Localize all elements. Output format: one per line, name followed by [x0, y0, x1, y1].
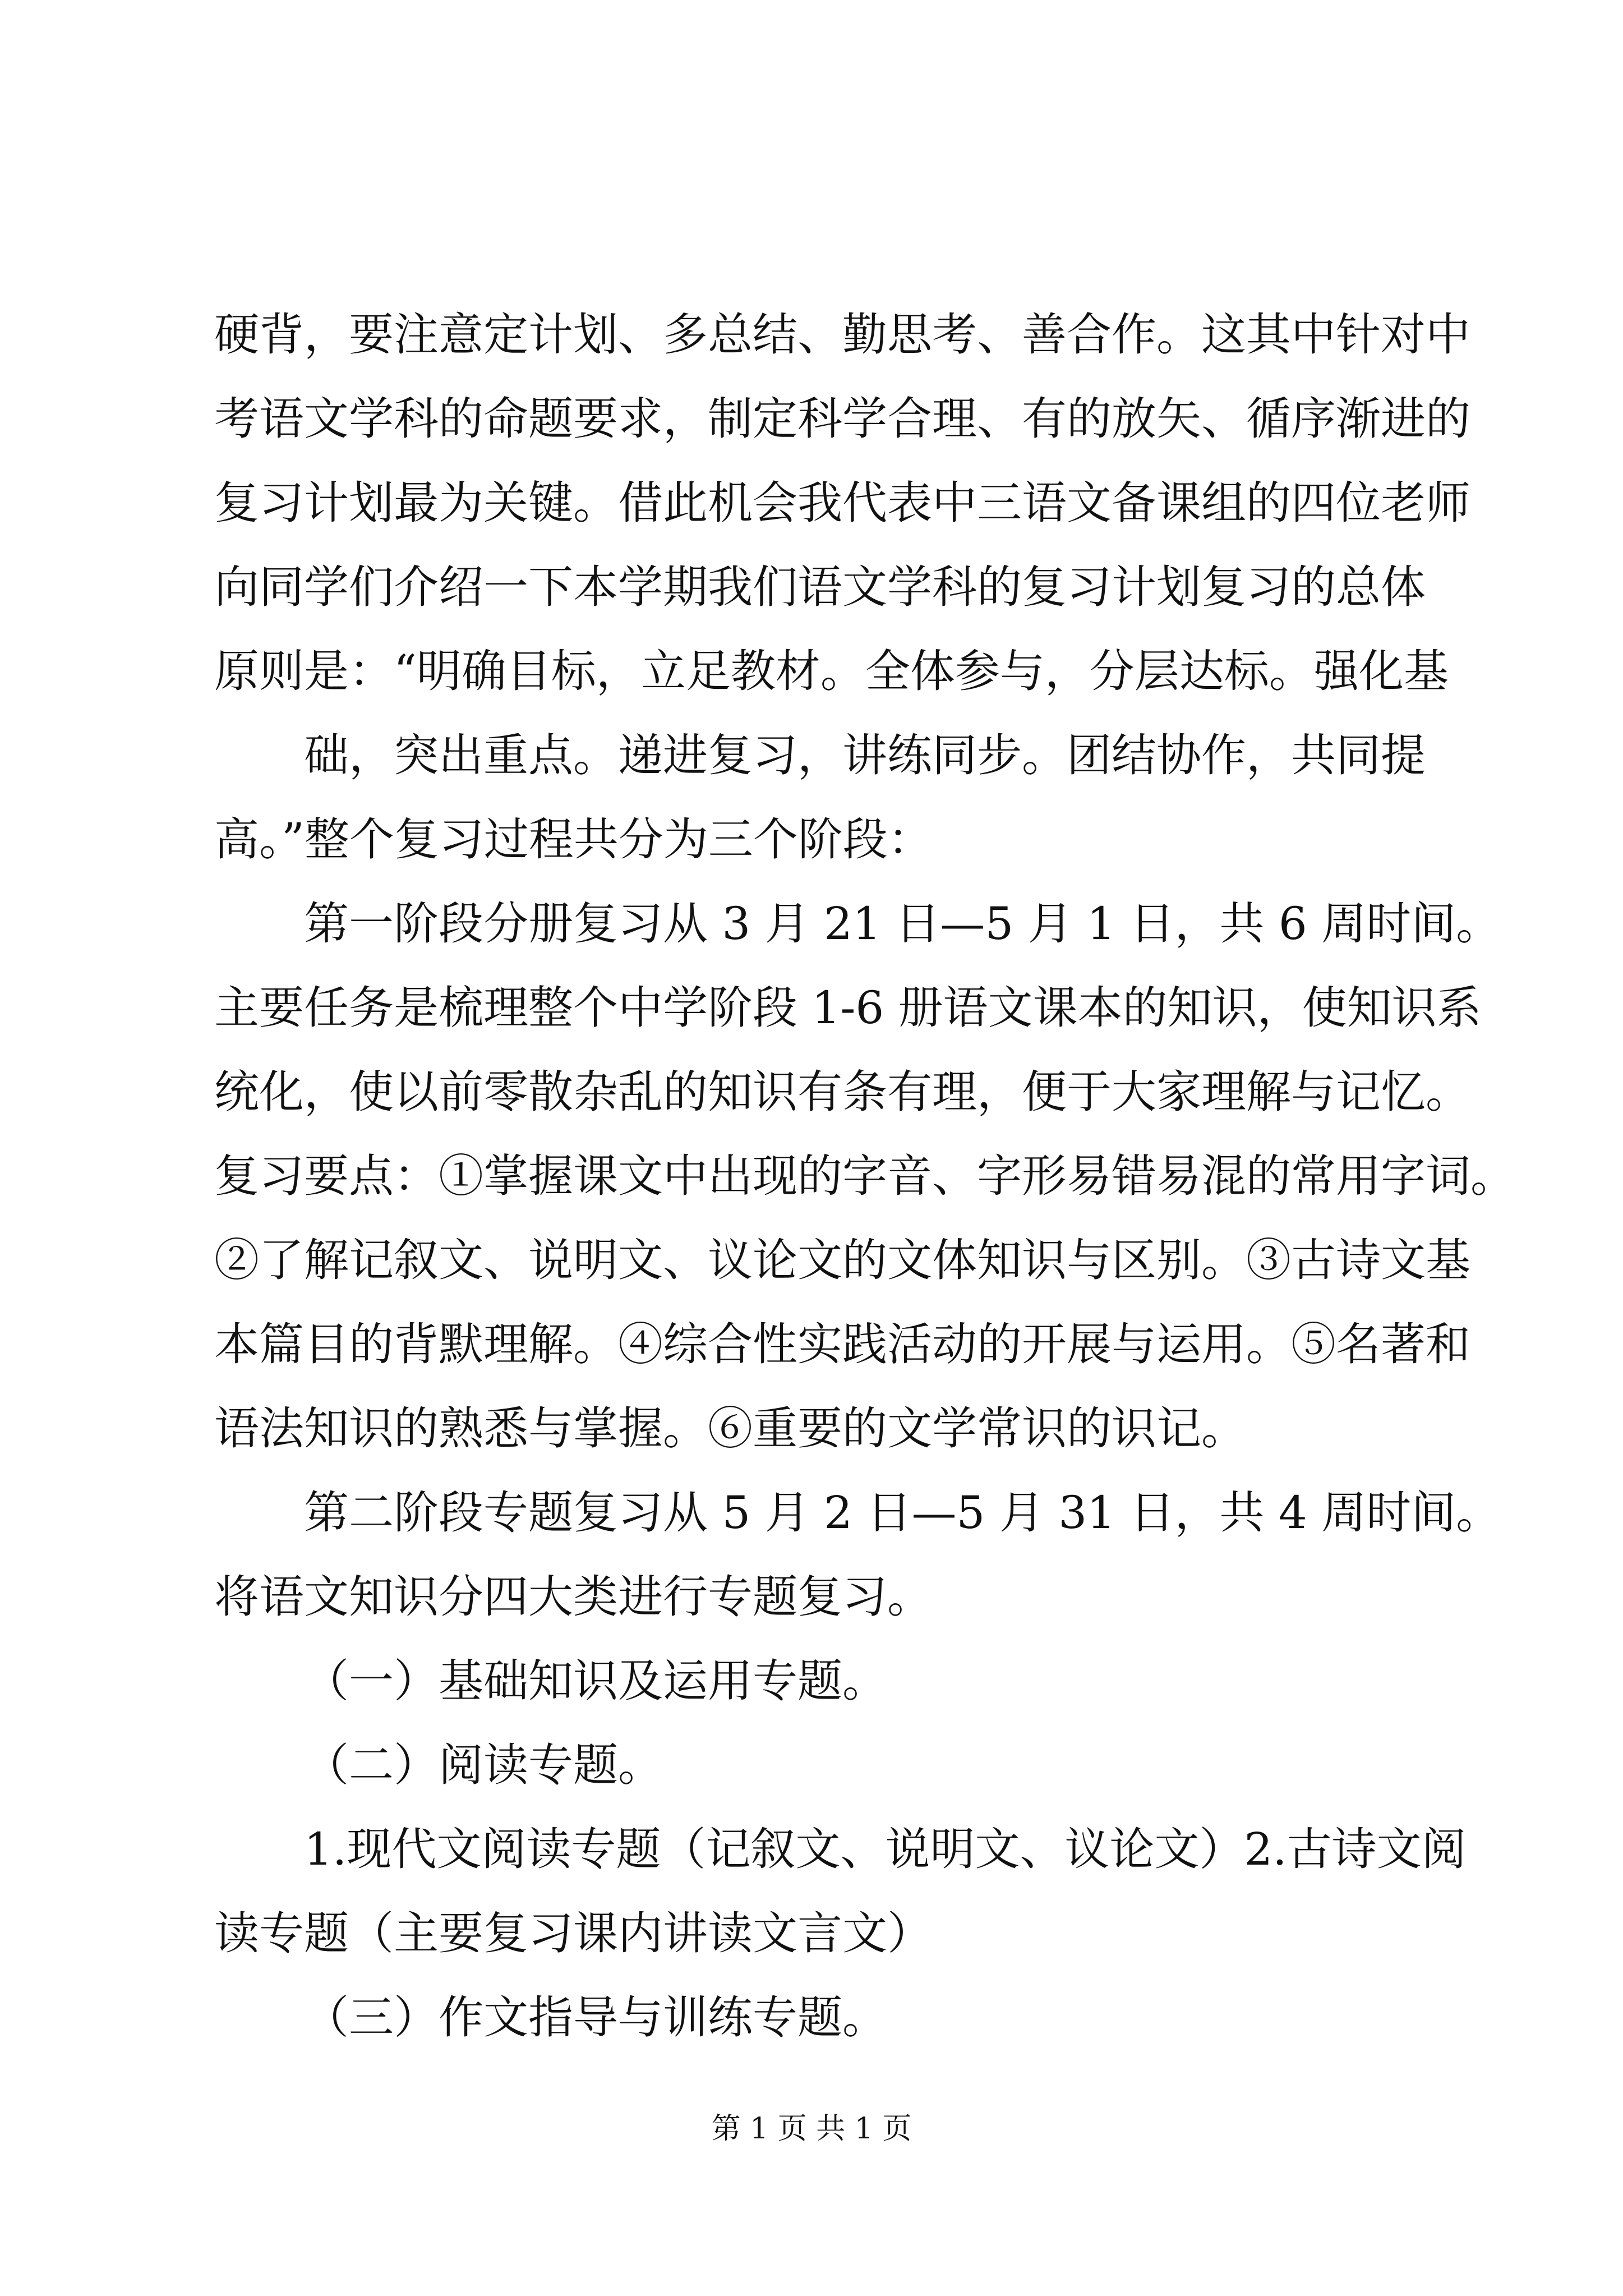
paragraph-line: ②了解记叙文、说明文、议论文的文体知识与区别。③古诗文基 [214, 1234, 1470, 1286]
paragraph-line: 主要任务是梳理整个中学阶段 1-6 册语文课本的知识，使知识系 [214, 982, 1482, 1034]
paragraph-line: 读专题（主要复习课内讲读文言文） [214, 1907, 932, 1959]
paragraph-line: 高。”整个复习过程共分为三个阶段： [214, 813, 933, 866]
paragraph-line: 础，突出重点。递进复习，讲练同步。团结协作，共同提 [304, 729, 1426, 781]
paragraph-line: 复习计划最为关键。借此机会我代表中三语文备课组的四位老师 [214, 477, 1470, 529]
paragraph-line: 第二阶段专题复习从 5 月 2 日—5 月 31 日，共 4 周时间。 [304, 1487, 1501, 1539]
paragraph-line: 向同学们介绍一下本学期我们语文学科的复习计划复习的总体 [214, 561, 1426, 613]
paragraph-line: （三）作文指导与训练专题。 [304, 1991, 887, 2044]
paragraph-line: 第一阶段分册复习从 3 月 21 日—5 月 1 日，共 6 周时间。 [304, 898, 1501, 950]
paragraph-line: 语法知识的熟悉与掌握。⑥重要的文学常识的识记。 [214, 1402, 1246, 1455]
paragraph-line: 将语文知识分四大类进行专题复习。 [214, 1571, 932, 1623]
paragraph-line: 原则是：“明确目标，立足教材。全体参与，分层达标。强化基 [214, 645, 1449, 697]
paragraph-line: 复习要点：①掌握课文中出现的字音、字形易错易混的常用字词。 [214, 1150, 1515, 1202]
paragraph-line: 统化，使以前零散杂乱的知识有条有理，便于大家理解与记忆。 [214, 1066, 1470, 1118]
paragraph-line: 1.现代文阅读专题（记叙文、说明文、议论文）2.古诗文阅 [304, 1823, 1467, 1875]
paragraph-line: （一）基础知识及运用专题。 [304, 1655, 887, 1707]
paragraph-line: 硬背，要注意定计划、多总结、勤思考、善合作。这其中针对中 [214, 309, 1470, 361]
paragraph-line: 本篇目的背默理解。④综合性实践活动的开展与运用。⑤名著和 [214, 1318, 1470, 1370]
paragraph-line: （二）阅读专题。 [304, 1739, 663, 1791]
page-footer: 第 1 页 共 1 页 [711, 2112, 912, 2146]
paragraph-line: 考语文学科的命题要求，制定科学合理、有的放矢、循序渐进的 [214, 393, 1470, 445]
